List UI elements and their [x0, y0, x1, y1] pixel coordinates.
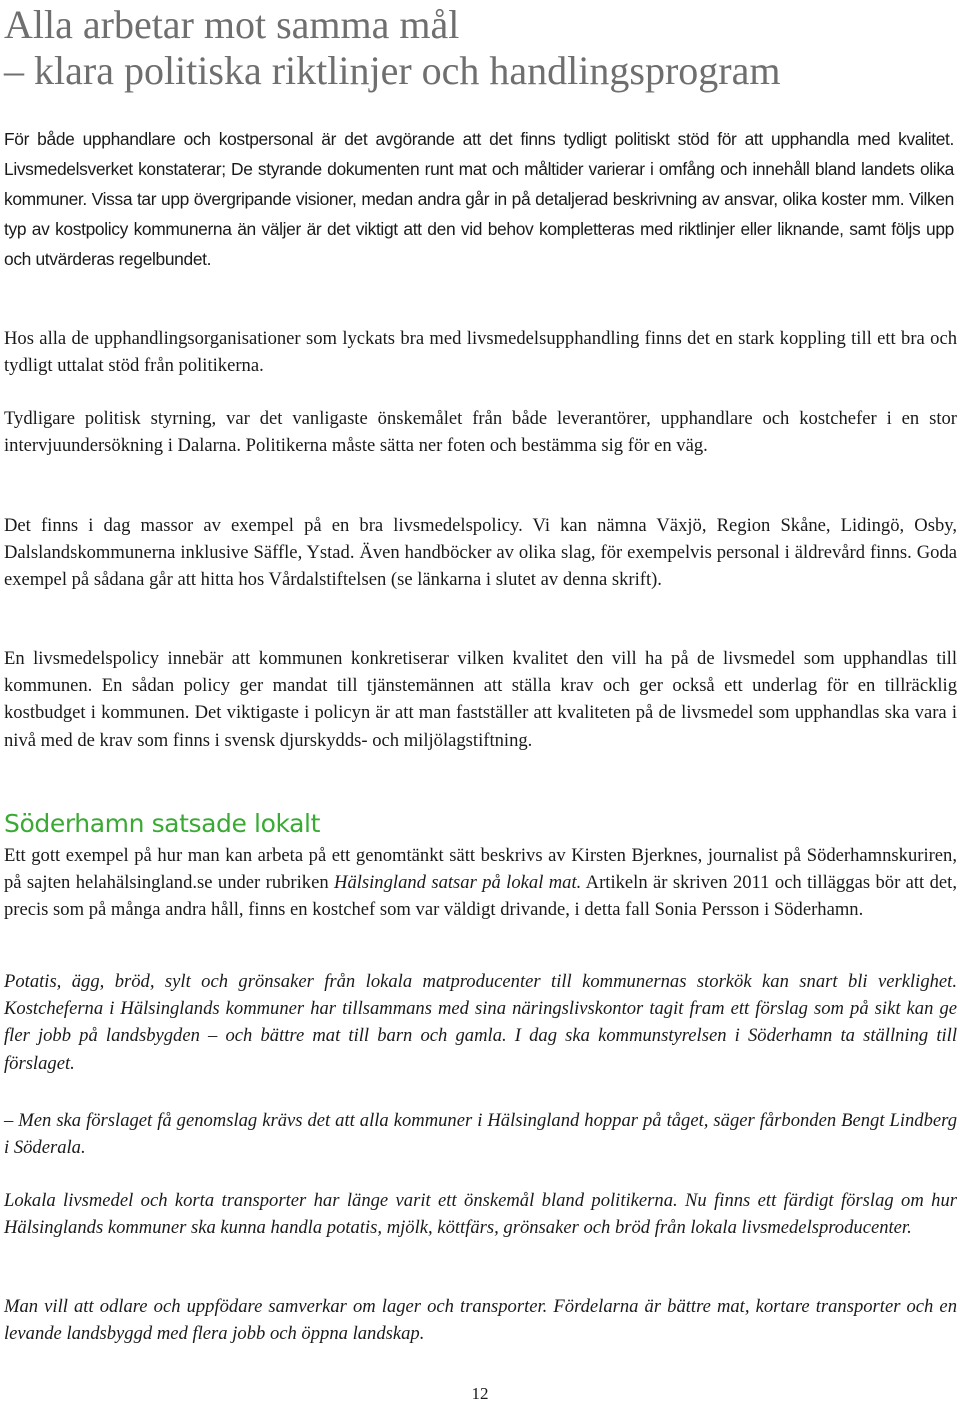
article-title-italic: Hälsingland satsar på lokal mat. [334, 872, 582, 894]
section-paragraph [4, 842, 957, 924]
page-number: 12 [471, 1384, 489, 1403]
title-line-2: – klara politiska riktlinjer och handlingsprogram [4, 48, 781, 93]
quote-paragraph-4: Man vill att odlare och uppfödare samverkar om lager och transporter. Fördelarna är bättre mat, kortare transporter och en levande landsbyggd med flera jobb och öppna landskap. [4, 1296, 957, 1345]
section-paragraph-end: Artikeln är skriven 2011 och tilläggas bör att det, precis som på många andra håll, finns en kostchef som var väldigt drivande, i detta fall Sonia Persson i Söderhamn. [4, 872, 957, 921]
body-paragraph-2: Tydligare politisk styrning, var det vanligaste önskemålet från både leverantörer, upphandlare och kostchefer i en stor intervjuundersökning i Dalarna. Politikerna måste sätta ner foten och bestämma sig för en väg. [4, 408, 957, 457]
body-paragraph-3: Det finns i dag massor av exempel på en bra livsmedelspolicy. Vi kan nämna Växjö, Region Skåne, Lidingö, Osby, Dalslandskommunerna inklusive Säffle, Ystad. Även handböcker av olika slag, för exempelvis personal i äldrevård finns. Goda exempel på sådana går att hitta hos Vårdalstiftelsen (se länkarna i slutet av denna skrift). [4, 515, 957, 591]
section-heading: Söderhamn satsade lokalt [4, 809, 320, 838]
body-paragraph-4: En livsmedelspolicy innebär att kommunen konkretiserar vilken kvalitet den vill ha på de livsmedel som upphandlas till kommunen. En sådan policy ger mandat till tjänstemännen att ställa krav och ger också ett underlag för en tillräcklig kostbudget i kommunen. Det viktigaste i policyn är att man fastställer att kvaliteten på de livsmedel som upphandlas ska vara i nivå med de krav som finns i svensk djurskydds- och miljölagstiftning. [4, 648, 957, 751]
title-line-1: Alla arbetar mot samma mål [4, 2, 460, 47]
quote-paragraph-1: Potatis, ägg, bröd, sylt och grönsaker från lokala matproducenter till kommunernas storkök kan snart bli verklighet. Kostcheferna i Hälsinglands kommuner har tillsammans med sina näringslivskontor tagit fram ett förslag som på sikt kan ge fler jobb på landsbygden – och bättre mat till barn och gamla. I dag ska kommunstyrelsen i Söderhamn ta ställning till förslaget. [4, 971, 957, 1074]
intro-paragraph: För både upphandlare och kostpersonal är det avgörande att det finns tydligt politiskt stöd för att upphandla med kvalitet. Livsmedelsverket konstaterar; De styrande dokumenten runt mat och måltider varierar i omfång och innehåll bland landets olika kommuner. Vissa tar upp övergripande visioner, medan andra går in på detaljerad beskrivning av ansvar, olika koster mm. Vilken typ av kostpolicy kommunerna än väljer är det viktigt att den vid behov kompletteras med riktlinjer eller liknande, samt följs upp och utvärderas regelbundet. [4, 129, 954, 269]
quote-paragraph-2: – Men ska förslaget få genomslag krävs det att alla kommuner i Hälsingland hoppar på tåget, säger fårbonden Bengt Lindberg i Söderala. [4, 1110, 957, 1159]
section-paragraph-start: Ett gott exempel på hur man kan arbeta på ett genomtänkt sätt beskrivs av Kirsten Bjerknes, journalist på Söderhamnskuriren, på sajten helahälsingland.se under rubriken [4, 845, 957, 894]
body-paragraph-1: Hos alla de upphandlingsorganisationer som lyckats bra med livsmedelsupphandling finns det en stark koppling till ett bra och tydligt uttalat stöd från politikerna. [4, 328, 957, 377]
quote-paragraph-3: Lokala livsmedel och korta transporter har länge varit ett önskemål bland politikerna. Nu finns ett färdigt förslag om hur Hälsinglands kommuner ska kunna handla potatis, mjölk, köttfärs, grönsaker och bröd från lokala livsmedelsproducenter. [4, 1190, 957, 1239]
page-title [4, 2, 954, 94]
